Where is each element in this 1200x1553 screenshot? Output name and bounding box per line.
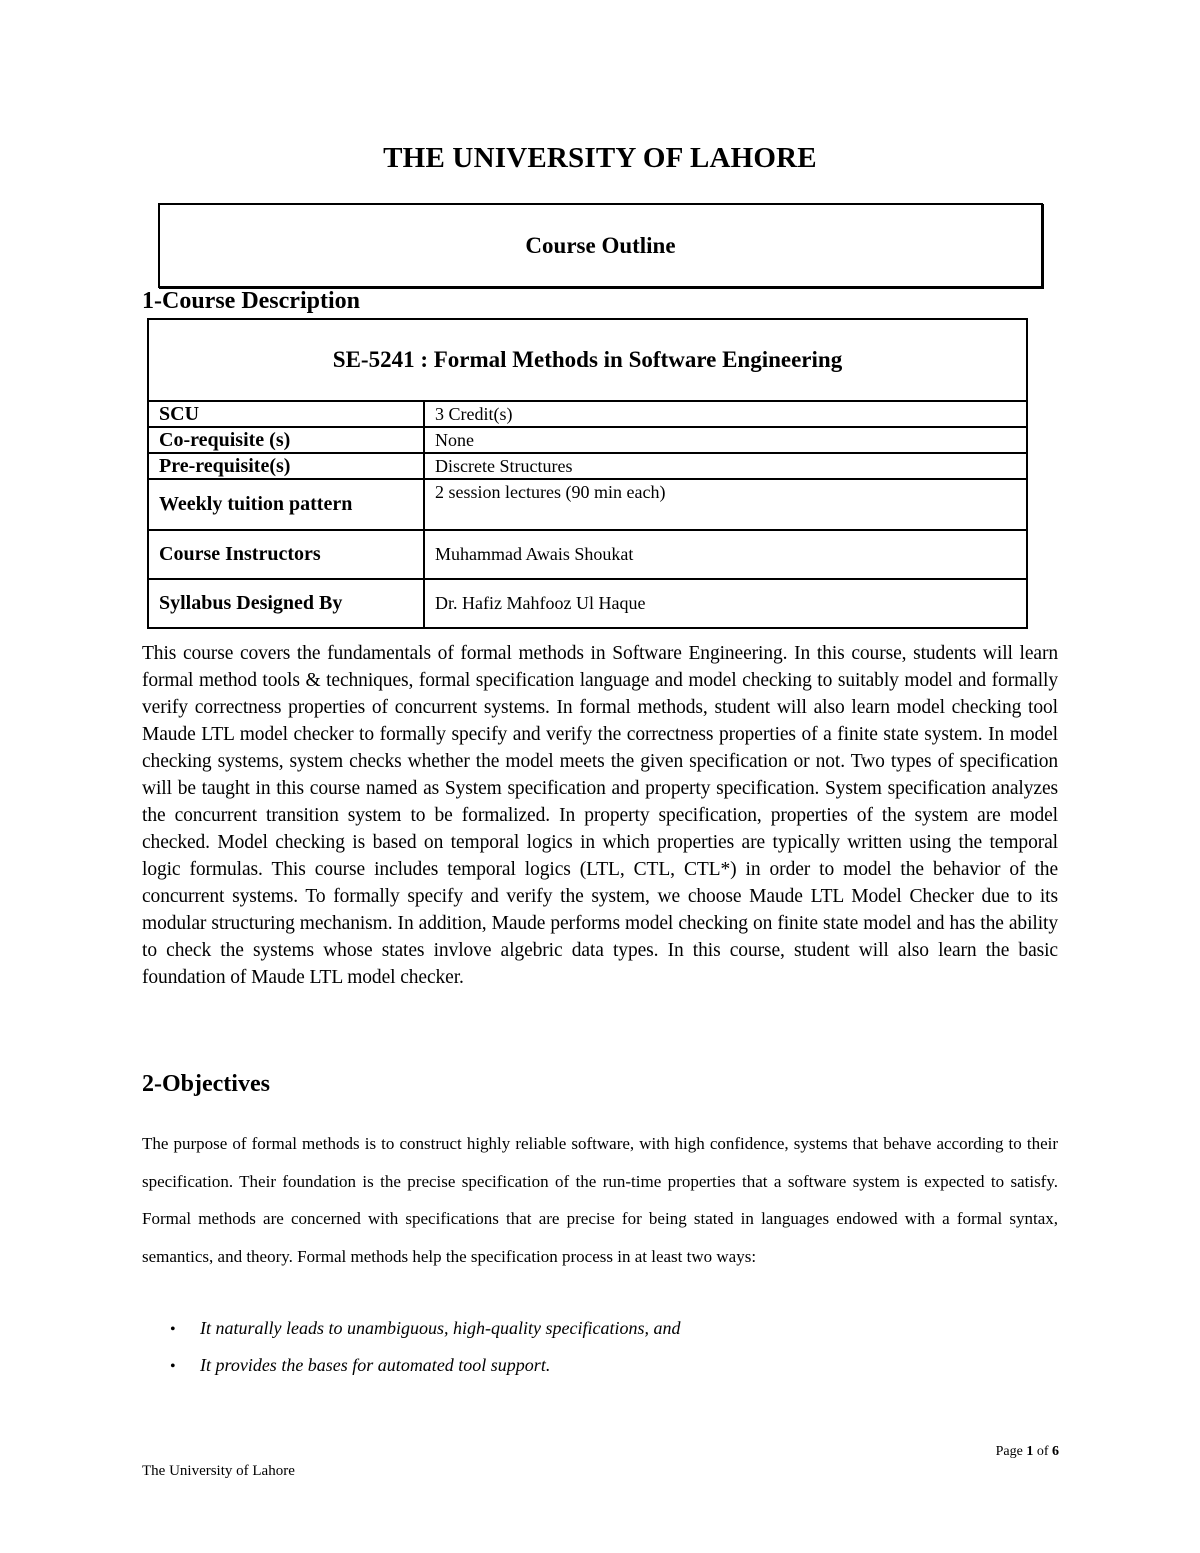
row-key: Pre-requisite(s) [148, 453, 424, 479]
course-outline-title: Course Outline [525, 233, 676, 258]
row-value: Dr. Hafiz Mahfooz Ul Haque [424, 579, 1027, 628]
list-item [170, 1347, 680, 1384]
table-row [148, 453, 1027, 479]
table-row [148, 401, 1027, 427]
university-title: THE UNIVERSITY OF LAHORE [383, 142, 817, 174]
row-key: Course Instructors [148, 530, 424, 579]
page-number [996, 1444, 1059, 1460]
section-heading-course-description: 1-Course Description [142, 288, 360, 314]
table-row [148, 479, 1027, 530]
course-title: SE-5241 : Formal Methods in Software Engineering [148, 319, 1027, 401]
row-key: Co-requisite (s) [148, 427, 424, 453]
page-of: of [1036, 1444, 1049, 1459]
table-row [148, 579, 1027, 628]
course-description-paragraph: This course covers the fundamentals of formal methods in Software Engineering. In this course, students will learn formal method tools & techniques, formal specification language and model checking to suitably model and formally verify correctness properties of concurrent systems. In formal methods, student will also learn model checking tool Maude LTL model checker to formally specify and verify the correctness properties of a finite state system. In model checking systems, system checks whether the model meets the given specification or not. Two types of specification will be taught in this course named as System specification and property specification. System specification analyzes the concurrent transition system to be formalized. In property specification, properties of the system are model checked. Model checking is based on temporal logics in which properties are typically written using the temporal logic formulas. This course includes temporal logics (LTL, CTL, CTL*) in order to model the behavior of the concurrent systems. To formally specify and verify the system, we choose Maude LTL Model Checker due to its modular structuring mechanism. In addition, Maude performs model checking on finite state model and has the ability to check the systems whose states invlove algebric data types. In this course, student will also learn the basic foundation of Maude LTL model checker. [142, 643, 1058, 988]
page-current: 1 [1026, 1444, 1034, 1459]
footer-text: The University of Lahore [142, 1463, 295, 1479]
course-info-table [147, 318, 1028, 629]
row-key: SCU [148, 401, 424, 427]
row-value: Discrete Structures [424, 453, 1027, 479]
course-outline-box [158, 203, 1043, 288]
row-value: None [424, 427, 1027, 453]
table-row [148, 530, 1027, 579]
row-value: 2 session lectures (90 min each) [424, 479, 1027, 530]
bullet-icon: • [170, 1358, 176, 1375]
objectives-paragraph: The purpose of formal methods is to construct highly reliable software, with high confidence, systems that behave according to their specification. Their foundation is the precise specification of the run-time properties that a software system is expected to satisfy. Formal methods are concerned with specifications that are precise for being stated in languages endowed with a formal syntax, semantics, and theory. Formal methods help the specification process in at least two ways: [142, 1134, 1058, 1266]
row-value: 3 Credit(s) [424, 401, 1027, 427]
table-row [148, 427, 1027, 453]
row-key: Syllabus Designed By [148, 579, 424, 628]
row-value: Muhammad Awais Shoukat [424, 530, 1027, 579]
list-item [170, 1310, 680, 1347]
page-total: 6 [1052, 1444, 1059, 1459]
table-title-row [148, 319, 1027, 401]
section-heading-objectives: 2-Objectives [142, 1071, 270, 1097]
bullet-text: It naturally leads to unambiguous, high-quality specifications, and [200, 1318, 681, 1338]
objectives-bullet-list [170, 1310, 680, 1384]
page-label: Page [995, 1444, 1023, 1459]
row-key: Weekly tuition pattern [148, 479, 424, 530]
bullet-icon: • [170, 1321, 176, 1338]
bullet-text: It provides the bases for automated tool support. [200, 1355, 551, 1375]
